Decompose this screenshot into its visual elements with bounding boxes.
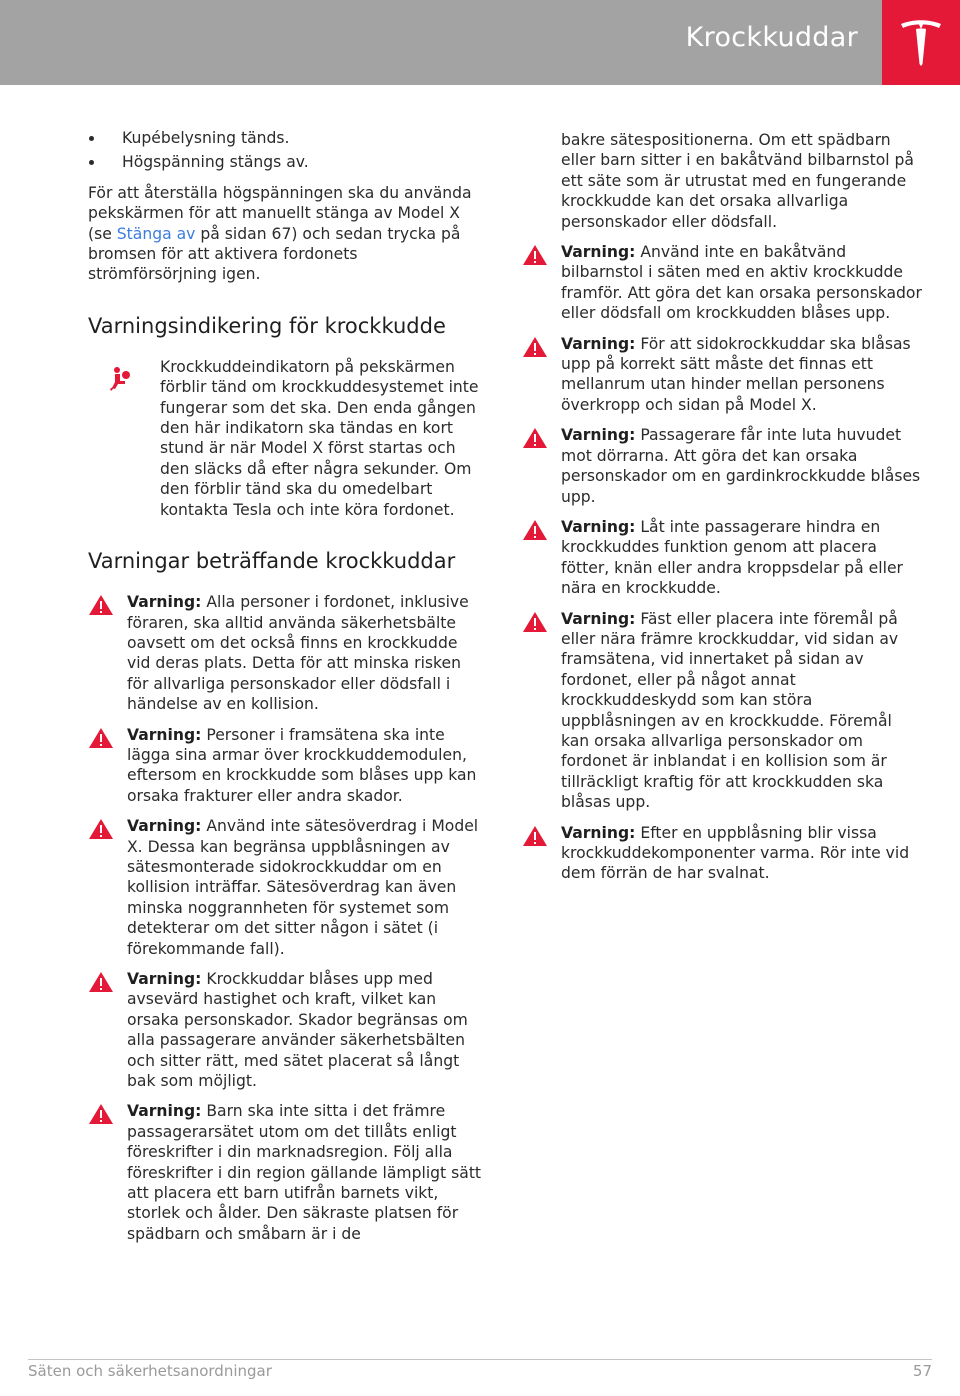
warning-item	[88, 1101, 484, 1244]
footer-section-title: Säten och säkerhetsanordningar	[28, 1362, 272, 1380]
warning-triangle-icon	[88, 1103, 114, 1125]
warning-label: Varning:	[561, 334, 636, 353]
tesla-logo-icon	[899, 20, 943, 66]
bullet-item: Högspänning stängs av.	[88, 152, 484, 172]
page-header	[0, 0, 960, 85]
reset-text-end: på sidan 67) och sedan trycka på bromsen för att aktivera fordonets strömförsörjning igen.	[88, 224, 461, 284]
stanga-av-link[interactable]: Stänga av	[116, 224, 196, 243]
warning-text: Använd inte en bakåtvänd bilbarnstol i säten med en aktiv krockkudde framför. Att göra det kan orsaka personskador eller dödsfall om krockkudden blåses upp.	[561, 243, 922, 323]
warning-item	[88, 816, 484, 959]
warning-label: Varning:	[561, 426, 636, 445]
warning-item	[522, 609, 922, 813]
warning-text: Fäst eller placera inte föremål på eller nära främre krockkuddar, vid sidan av framsätena, vid innertaket på sidan av fordonet, eller på något annat krockkuddeskydd som kan störa uppblåsningen av en krockkudde. Föremål kan orsaka allvarliga personskador om fordonet är inblandat i en kollision som är tillräckligt kraftig för att krockkudden ska blåsas upp.	[561, 609, 899, 812]
warning-label: Varning:	[127, 817, 202, 836]
reset-text-start: För att återställa högspänningen ska du använda pekskärmen för att manuellt stänga av Model X (se	[88, 183, 472, 243]
warning-label: Varning:	[127, 1102, 202, 1121]
warning-triangle-icon	[88, 594, 114, 616]
warning-item	[88, 592, 484, 714]
left-column	[88, 128, 484, 1254]
warning-triangle-icon	[88, 818, 114, 840]
warning-text: Passagerare får inte luta huvudet mot dörrarna. Att göra det kan orsaka personskador om en gardinkrockkudde blåses upp.	[561, 426, 921, 506]
footer-divider	[28, 1359, 932, 1360]
warning-triangle-icon	[522, 825, 548, 847]
warning-label: Varning:	[127, 970, 202, 988]
right-column	[522, 130, 922, 894]
continuation-text: bakre sätespositionerna. Om ett spädbarn eller barn sitter i en bakåtvänd bilbarnstol på ett säte som är utrustat med en fungerande krockkudde kan det orsaka allvarliga personskador eller dödsfall.	[561, 131, 914, 231]
bullet-item: Kupébelysning tänds.	[88, 128, 484, 148]
warning-triangle-icon	[88, 727, 114, 749]
warning-text: För att sidokrockkuddar ska blåsas upp på korrekt sätt måste det finnas ett mellanrum utan hinder mellan personens överkropp och sidan på Model X.	[561, 334, 911, 414]
reset-paragraph	[88, 183, 484, 285]
section-heading-warnings: Varningar beträffande krockkuddar	[88, 549, 456, 574]
section-heading-indicator: Varningsindikering för krockkudde	[88, 313, 446, 338]
page-number: 57	[912, 1362, 932, 1380]
warning-label: Varning:	[127, 725, 202, 744]
warning-triangle-icon	[88, 971, 114, 993]
warning-item	[88, 725, 484, 807]
warning-item	[522, 823, 922, 884]
warning-item	[88, 969, 484, 1091]
warning-label: Varning:	[561, 517, 636, 536]
warning-continuation	[522, 130, 922, 232]
warning-item	[522, 242, 922, 324]
warning-item	[522, 425, 922, 507]
warning-text: Alla personer i fordonet, inklusive föraren, ska alltid använda säkerhetsbälte oavsett om det också finns en krockkudde vid deras plats. Detta för att minska risken för allvarliga personskador eller dödsfall i händelse av en kollision.	[127, 593, 469, 714]
warning-text: Efter en uppblåsning blir vissa krockkuddekomponenter varma. Rör inte vid dem förrän de har svalnat.	[561, 823, 910, 883]
warning-triangle-icon	[522, 611, 548, 633]
warning-item	[522, 334, 922, 416]
warning-text: Låt inte passagerare hindra en krockkuddes funktion genom att placera fötter, knän eller andra kroppsdelar på eller nära en krockkudde.	[561, 517, 903, 598]
warning-triangle-icon	[522, 336, 548, 358]
indicator-text: Krockkuddeindikatorn på pekskärmen förblir tänd om krockkuddesystemet inte fungerar som det ska. Den enda gången den här indikatorn ska tändas en kort stund är när Model X först startas och den släcks då efter några sekunder. Om den förblir tänd ska du omedelbart kontakta Tesla och inte köra fordonet.	[160, 357, 479, 519]
warning-item	[522, 517, 922, 599]
warning-text: Använd inte sätesöverdrag i Model X. Dessa kan begränsa uppblåsningen av sätesmonterade sidokrockkuddar om en kollision inträffar. Sätesöverdrag kan även minska noggrannheten för systemet som detekterar om det sitter någon i sätet (i förekommande fall).	[127, 817, 479, 958]
bullet-list	[88, 128, 484, 173]
warning-label: Varning:	[561, 609, 636, 628]
tesla-logo	[882, 0, 960, 85]
page-title: Krockkuddar	[685, 22, 858, 53]
warning-label: Varning:	[561, 243, 636, 262]
warning-triangle-icon	[522, 427, 548, 449]
warning-label: Varning:	[127, 593, 202, 612]
airbag-indicator-note	[88, 357, 484, 520]
warning-label: Varning:	[561, 823, 636, 842]
warning-text: Krockkuddar blåses upp med avsevärd hastighet och kraft, vilket kan orsaka personskador. Skador begränsas om alla passagerare använder säkerhetsbälten och sitter rätt, med sätet placerat så långt bak som möjligt.	[127, 970, 468, 1091]
warning-triangle-icon	[522, 244, 548, 266]
warning-text: Barn ska inte sitta i det främre passagerarsätet utom om det tillåts enligt föreskrifter i din marknadsregion. Följ alla föreskrifter i din region gällande lämpligt sätt att placera ett barn utifrån barnets vikt, storlek och ålder. Den säkraste platsen för spädbarn och småbarn är i de	[127, 1102, 482, 1243]
airbag-indicator-icon	[106, 365, 134, 398]
warning-triangle-icon	[522, 519, 548, 541]
warning-text: Personer i framsätena ska inte lägga sina armar över krockkuddemodulen, eftersom en krockkudde som blåses upp kan orsaka frakturer eller andra skador.	[127, 725, 477, 805]
